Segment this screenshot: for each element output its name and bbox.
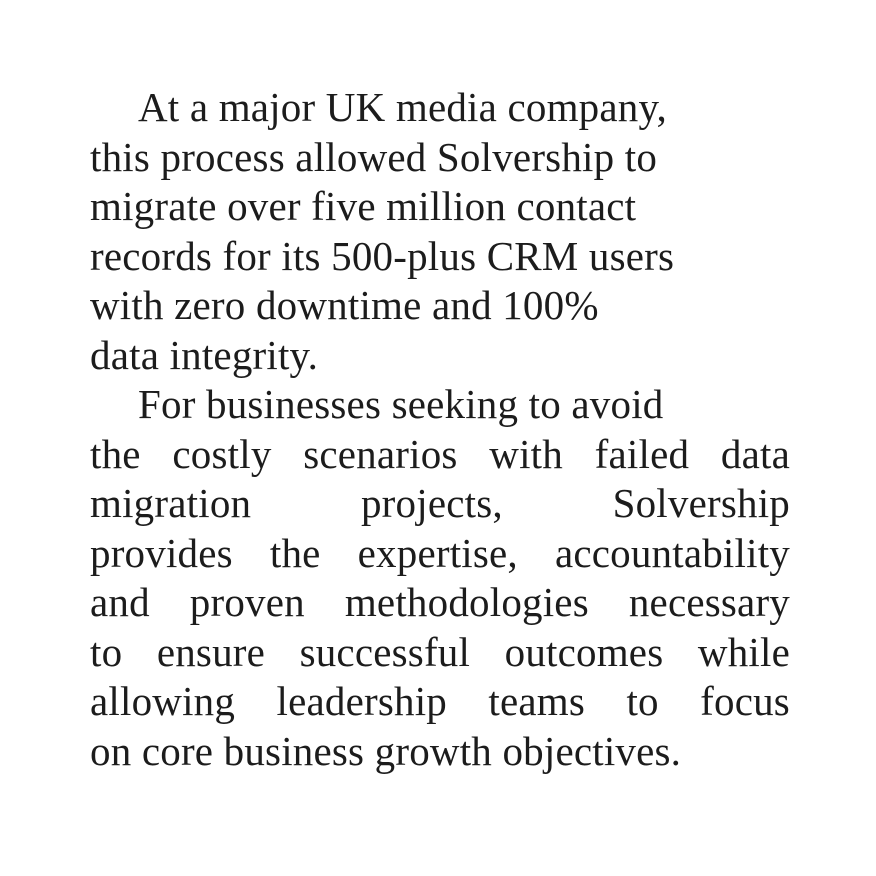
word: ensure	[156, 628, 266, 675]
word: accountability	[554, 529, 790, 576]
word: migration	[90, 480, 252, 526]
text-line: this process allowed Solvership to	[90, 133, 658, 180]
article-text-block	[90, 83, 790, 776]
text-line: migrate over five million contact	[90, 183, 637, 229]
text-line	[90, 628, 790, 678]
word: data	[720, 430, 790, 477]
text-line	[90, 677, 790, 727]
text-line: For businesses seeking to avoid	[138, 381, 664, 427]
word: while	[697, 628, 790, 675]
text-line	[90, 430, 790, 480]
word: teams	[488, 678, 586, 724]
word: successful	[299, 628, 471, 675]
word: to	[626, 678, 659, 724]
paragraph-1	[90, 83, 790, 380]
word: methodologies	[344, 579, 589, 625]
text-line	[90, 578, 790, 628]
word: costly	[172, 430, 272, 477]
word: allowing	[90, 678, 236, 724]
word: projects,	[360, 480, 503, 526]
word: necessary	[628, 579, 790, 625]
word: focus	[700, 678, 790, 724]
word: failed	[594, 430, 690, 477]
word: to	[90, 628, 123, 675]
text-line	[90, 529, 790, 579]
word: the	[90, 430, 141, 477]
word: Solvership	[612, 480, 790, 526]
word: scenarios	[303, 430, 458, 477]
text-line: on core business growth objectives.	[90, 727, 682, 774]
word: proven	[189, 579, 305, 625]
word: and	[90, 579, 150, 625]
paragraph-2	[90, 380, 790, 776]
word: outcomes	[504, 628, 664, 675]
word: provides	[90, 529, 233, 576]
text-line: At a major UK media company,	[138, 84, 667, 130]
text-line: data integrity.	[90, 331, 319, 378]
text-line: with zero downtime and 100%	[90, 282, 599, 328]
text-line: records for its 500-plus CRM users	[90, 232, 675, 279]
word: the	[269, 529, 321, 576]
word: with	[489, 430, 563, 477]
text-line	[90, 479, 790, 529]
word: expertise,	[357, 529, 518, 576]
word: leadership	[276, 678, 447, 724]
